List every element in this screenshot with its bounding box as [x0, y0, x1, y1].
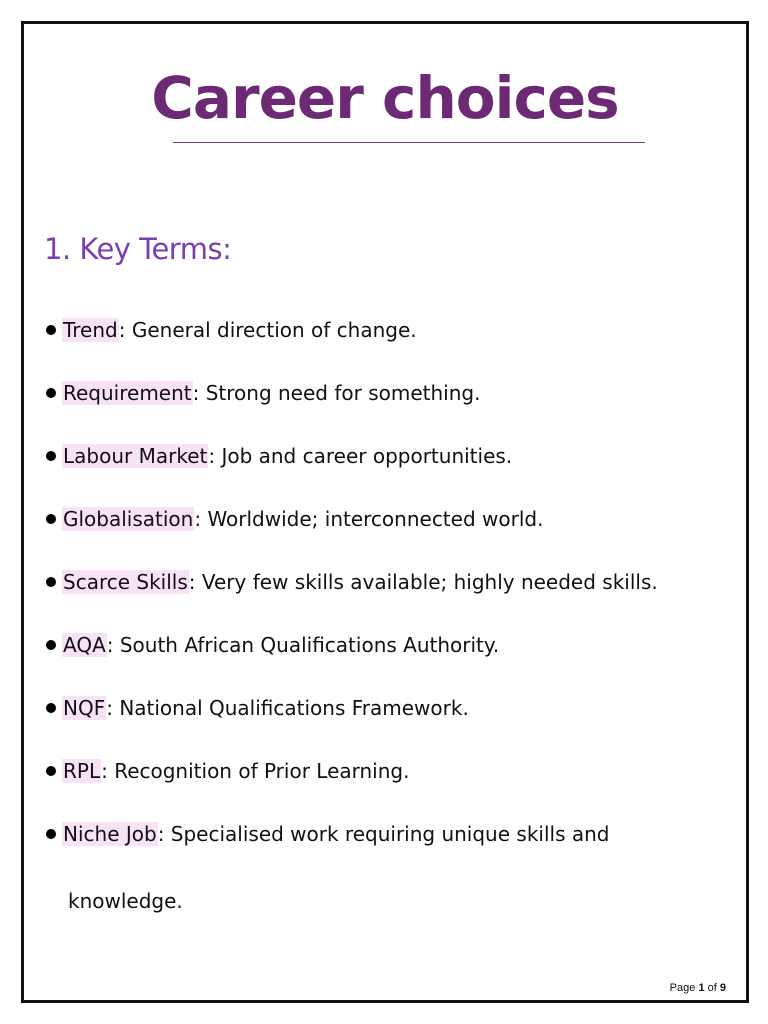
section-heading: 1. Key Terms:: [44, 232, 232, 266]
term-definition: : Job and career opportunities.: [208, 444, 513, 468]
list-item: [46, 434, 512, 478]
list-item: [46, 371, 480, 415]
list-item: [46, 812, 609, 856]
bullet-icon: [46, 703, 56, 713]
term-label: Labour Market: [63, 444, 208, 468]
current-page: 1: [698, 982, 705, 994]
list-item: [46, 749, 409, 793]
bullet-icon: [46, 829, 56, 839]
term-label: Requirement: [63, 381, 192, 405]
term-definition: : Recognition of Prior Learning.: [101, 759, 410, 783]
page-title: Career choices: [151, 64, 619, 132]
term-label: RPL: [63, 759, 101, 783]
bullet-icon: [46, 388, 56, 398]
document-page: [21, 21, 749, 1003]
list-item: [46, 497, 543, 541]
term-definition-continuation: knowledge.: [68, 889, 183, 913]
bullet-icon: [46, 451, 56, 461]
term-label: NQF: [63, 696, 106, 720]
term-definition: : General direction of change.: [118, 318, 417, 342]
title-underline: [173, 142, 645, 143]
term-label: Scarce Skills: [63, 570, 188, 594]
list-item: [46, 560, 658, 604]
term-definition: : Specialised work requiring unique skills and: [157, 822, 610, 846]
list-item: [46, 308, 417, 352]
term-label: AQA: [63, 633, 106, 657]
term-definition: : Very few skills available; highly needed skills.: [188, 570, 658, 594]
term-definition: : Strong need for something.: [192, 381, 481, 405]
term-label: Niche Job: [63, 822, 157, 846]
term-label: Globalisation: [63, 507, 194, 531]
term-label: Trend: [63, 318, 118, 342]
term-definition: : Worldwide; interconnected world.: [194, 507, 544, 531]
page-label: Page: [669, 982, 696, 994]
of-label: of: [707, 982, 717, 994]
total-pages: 9: [719, 982, 726, 994]
bullet-icon: [46, 766, 56, 776]
list-item: [46, 623, 499, 667]
bullet-icon: [46, 514, 56, 524]
list-item: [46, 686, 469, 730]
term-definition: : South African Qualifications Authority.: [106, 633, 500, 657]
page-number: [670, 982, 726, 994]
term-definition: : National Qualifications Framework.: [106, 696, 469, 720]
bullet-icon: [46, 325, 56, 335]
bullet-icon: [46, 577, 56, 587]
bullet-icon: [46, 640, 56, 650]
